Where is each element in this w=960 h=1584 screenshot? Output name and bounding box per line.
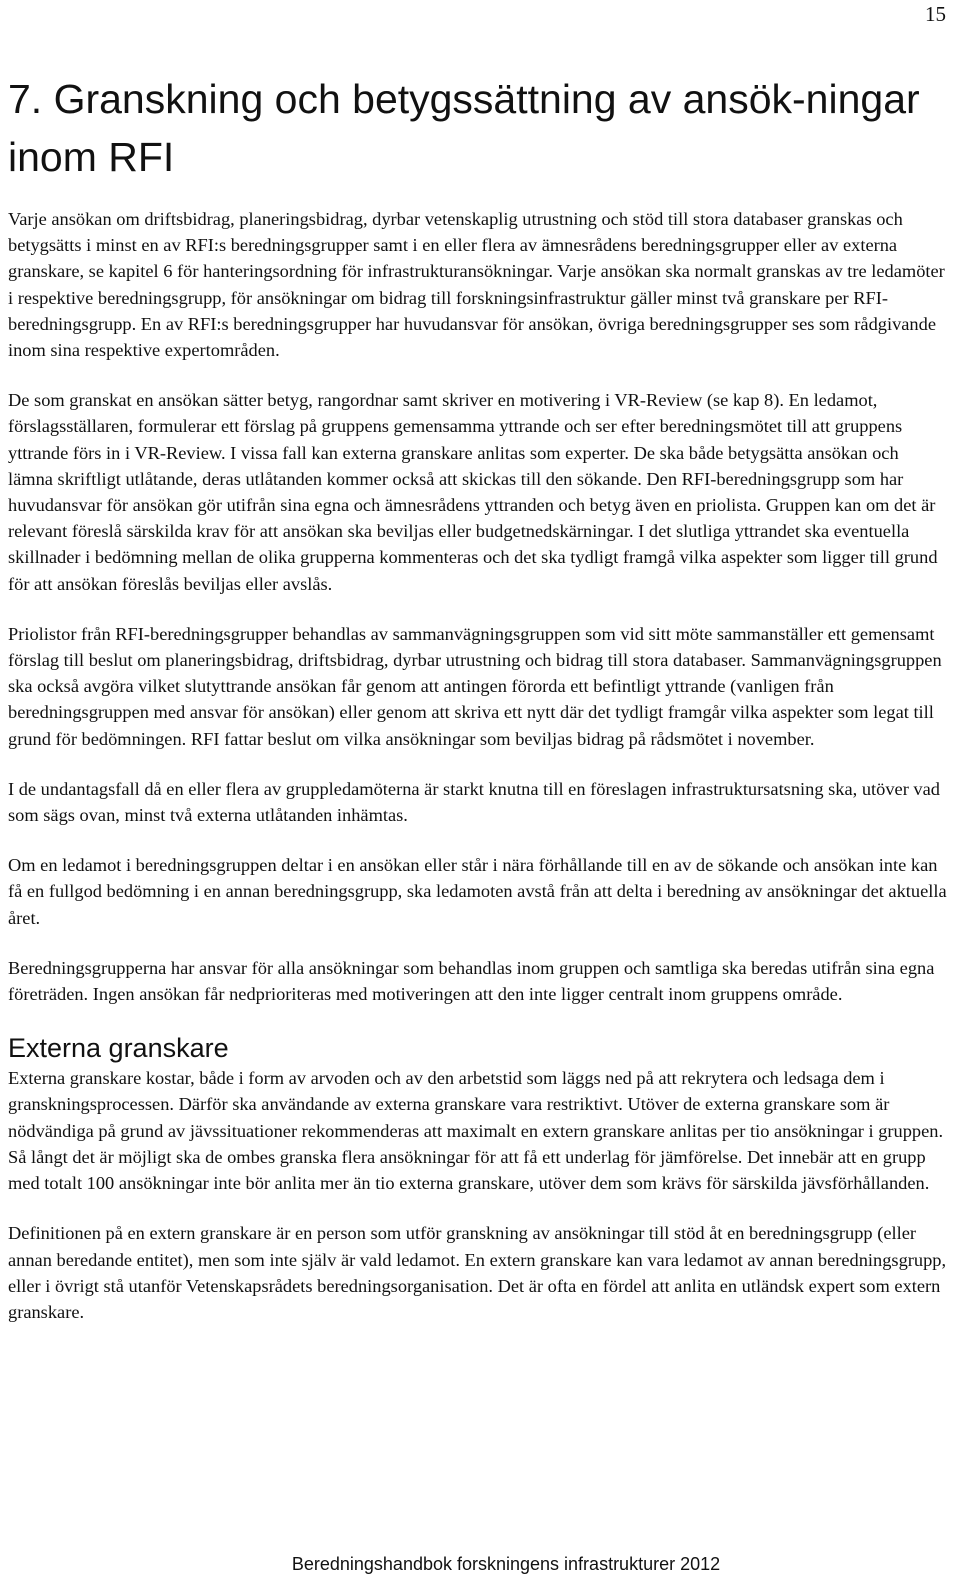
paragraph-conflict-of-interest: Om en ledamot i beredningsgruppen deltar i en ansökan eller står i nära förhållande till en av de sökande och ansökan inte kan få en fullgod bedömning i en annan beredningsgrupp, ska ledamoten avstå från att delta i beredning av ansökningar det aktuella året. (8, 855, 947, 928)
paragraph-external-costs: Externa granskare kostar, både i form av arvoden och av den arbetstid som läggs ned på att rekrytera och ledsaga dem i granskningsprocessen. Därför ska användande av externa granskare vara restriktivt. Utöver de externa granskare som är nödvändiga på grund av jävssituationer rekommenderas att maximalt en extern granskare anlitas per tio ansökningar i gruppen. Så långt det är möjligt ska de ombes granska flera ansökningar för att få ett underlag för jämförelse. Det innebär att en grupp med totalt 100 ansökningar inte bör anlita mer än tio externa granskare, utöver dem som krävs för särskilda jävsförhållanden. (8, 1068, 944, 1194)
paragraph-exceptions: I de undantagsfall då en eller flera av gruppledamöterna är starkt knutna till en föreslagen infrastruktursatsning ska, utöver vad som sägs ovan, minst två externa utlåtanden inhämtas. (8, 778, 940, 826)
page-number: 15 (925, 2, 946, 26)
paragraph-external-definition: Definitionen på en extern granskare är en person som utför granskning av ansökningar till stöd åt en beredningsgrupp (eller annan beredande entitet), men som inte själv är vald ledamot. En extern granskare kan vara ledamot av annan beredningsgrupp, eller i övrigt stå utanför Vetenskapsrådets beredningsorganisation. Det är ofta en fördel att anlita en utländsk expert som extern granskare. (8, 1223, 947, 1322)
paragraph-review-process: Varje ansökan om driftsbidrag, planeringsbidrag, dyrbar vetenskaplig utrustning och stöd till stora databaser granskas och betygsätts i minst en av RFI:s beredningsgrupper samt i en eller flera av ämnesrådens beredningsgrupper eller av externa granskare, se kapitel 6 för hanteringsordning för infrastrukturansökningar. Varje ansökan ska normalt granskas av tre ledamöter i respektive beredningsgrupp, för ansökningar om bidrag till forskningsinfrastruktur gäller minst två granskare per RFI-beredningsgrupp. En av RFI:s beredningsgrupper har huvudansvar för ansökan, övriga beredningsgrupper ses som rådgivande inom sina respektive expertområden. (8, 209, 945, 361)
page-footer (0, 1552, 940, 1576)
footer-text: Beredningshandbok forskningens infrastrukturer 2012 (291, 1554, 721, 1574)
chapter-title: 7. Granskning och betygssättning av ansök-ningar inom RFI (8, 76, 920, 180)
body-text (8, 206, 948, 1349)
section-heading: Externa granskare (8, 1033, 229, 1064)
paragraph-grading: De som granskat en ansökan sätter betyg, rangordnar samt skriver en motivering i VR-Review (se kap 8). En ledamot, förslagsställaren, formulerar ett förslag på gruppens gemensamma yttrande och ser efter beredningsmötet till att gruppens yttrande förs in i VR-Review. I vissa fall kan externa granskare anlitas som experter. De ska både betygsätta ansökan och lämna skriftligt utlåtande, deras utlåtanden kommer också att skickas till den sökande. Den RFI-beredningsgrupp som har huvudansvar för ansökan gör utifrån sina egna och ämnesrådens yttranden och betyg även en priolista. Gruppen kan om det är relevant föreslå särskilda krav för att ansökan ska beviljas eller budgetnedskärningar. I det slutliga yttrandet ska eventuella skillnader i bedömning mellan de olika grupperna kommenteras och det ska tydligt framgå vilka aspekter som ligger till grund för att ansökan föreslås beviljas eller avslås. (8, 390, 938, 594)
paragraph-priority-lists: Priolistor från RFI-beredningsgrupper behandlas av sammanvägningsgruppen som vid sitt möte sammanställer ett gemensamt förslag till beslut om planeringsbidrag, driftsbidrag, dyrbar utrustning och bidrag till stora databaser. Sammanvägningsgruppen ska också avgöra vilket slutyttrande ansökan får genom att antingen förorda ett befintligt yttrande (vanligen från beredningsgruppen med ansvar för ansökan) eller genom att skriva ett nytt där det tydligt framgår vilka aspekter som legat till grund för bedömningen. RFI fattar beslut om vilka ansökningar som beviljas bidrag på rådsmötet i november. (8, 623, 942, 749)
paragraph-group-responsibility: Beredningsgrupperna har ansvar för alla ansökningar som behandlas inom gruppen och samtliga ska beredas utifrån sina egna företräden. Ingen ansökan får nedprioriteras med motiveringen att den inte ligger centralt inom gruppens område. (8, 957, 935, 1005)
